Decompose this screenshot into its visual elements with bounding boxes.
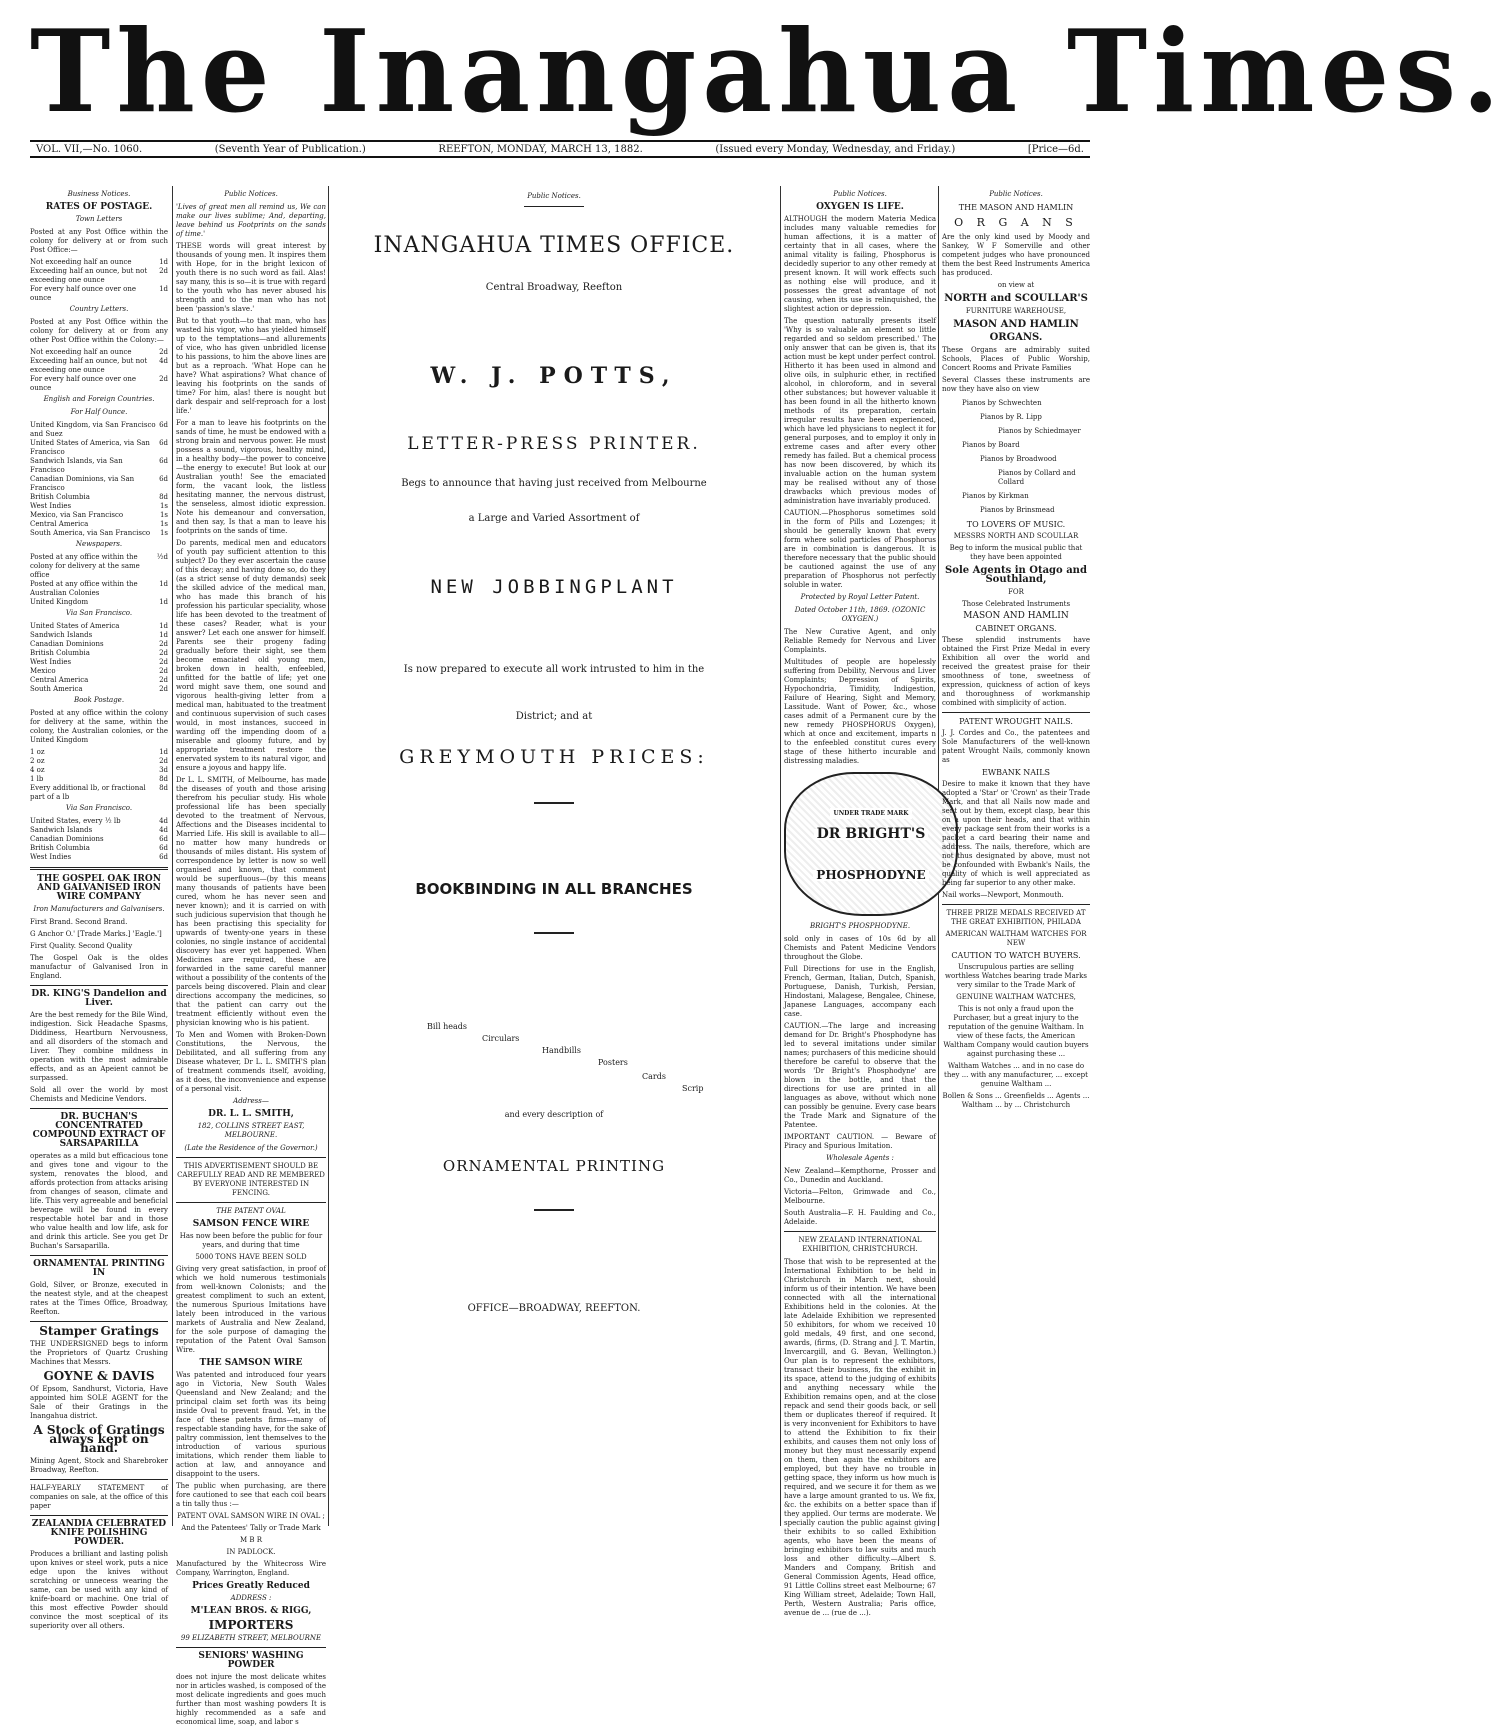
rate-label: Canadian Dominions, via San Francisco [30, 475, 135, 492]
rate-row [30, 817, 168, 826]
column-header: Public Notices. [527, 192, 581, 200]
issue-date: REEFTON, MONDAY, MARCH 13, 1882. [438, 143, 643, 155]
rate-row [30, 640, 168, 649]
paragraph: ALTHOUGH the modern Materia Medica includes many valuable remedies for human affections, it is a matter of certainty that in all cases, where the animal vitality is failing, Phosphorus is decidedly superior to any other remedy at present known. It will work effects such as nothing else will produce, and it possesses the great advantage of not causing, when its use is relinquished, the slightest action or depression. [784, 215, 936, 313]
rate-label: Posted at any office within the colony for delivery at the same office [30, 553, 140, 579]
rate-value: 8d [159, 775, 168, 783]
item-scrip: Scrip [682, 1084, 704, 1093]
printer-name: W. J. POTTS, [430, 363, 678, 389]
subheading: English and Foreign Countries. [43, 395, 155, 403]
rate-value: 1s [159, 520, 168, 528]
paragraph: Desire to make it known that they have adopted a 'Star' or 'Crown' as their Trade Mark, and that all Nails now made and sent out by them, except clasp, bear this on a upon their heads, and that within every package sent from their works is a packet a card bearing their name and address. The nails, therefore, which are not thus designated by above, must not be confounded with Ewbank's Nails, the quality of which is well appreciated as being far superior to any other make. [942, 780, 1090, 887]
rate-label: United Kingdom [30, 598, 89, 606]
paragraph: Beg to inform the musical public that they have been appointed [949, 544, 1083, 561]
piano-item: Pianos by R. Lipp [980, 413, 1042, 421]
piano-item: Pianos by Broadwood [980, 455, 1057, 463]
column-header: Business Notices. [67, 190, 131, 198]
rate-value: 2d [159, 676, 168, 684]
ornamental-printing: ORNAMENTAL PRINTING [442, 1157, 666, 1175]
rate-label: Sandwich Islands [30, 631, 93, 639]
rate-row [30, 520, 168, 529]
paragraph: Victoria—Felton, Grimwade and Co., Melbourne. [784, 1188, 936, 1205]
mason-title: THE MASON AND HAMLIN [958, 203, 1074, 212]
paragraph: J. J. Cordes and Co., the patentees and Sole Manufacturers of the well-known patent Wrought Nails, commonly known as [942, 729, 1090, 764]
rate-value: 1s [159, 529, 168, 537]
rate-label: West Indies [30, 658, 72, 666]
volume-number: VOL. VII,—No. 1060. [36, 143, 143, 155]
office-location: OFFICE—BROADWAY, REEFTON. [467, 1303, 641, 1314]
column-header: Public Notices. [989, 190, 1043, 198]
paragraph: 5000 TONS HAVE BEEN SOLD [195, 1253, 307, 1261]
subheading: Town Letters [75, 215, 123, 223]
column-header: Public Notices. [833, 190, 887, 198]
bright-title: BRIGHT'S PHOSPHODYNE. [809, 922, 911, 930]
furniture-warehouse: FURNITURE WAREHOUSE, [965, 307, 1067, 315]
sole-agents: Sole Agents in Otago and Southland, [945, 565, 1087, 585]
rate-value: 6d [159, 475, 168, 483]
rate-row [30, 357, 168, 375]
oxygen-title: OXYGEN IS LIFE. [816, 202, 904, 212]
gospel-oak-subtitle: Iron Manufacturers and Galvanisers. [33, 905, 165, 913]
rate-label: 1 lb [30, 775, 44, 783]
rates-table [30, 748, 168, 784]
rate-value: 2d [159, 640, 168, 648]
rate-value: 6d [159, 457, 168, 465]
rate-row [30, 502, 168, 511]
rate-value: 6d [159, 835, 168, 843]
address-label: ADDRESS : [230, 1594, 272, 1602]
dr-king-title: DR. KING'S Dandelion and Liver. [31, 989, 167, 1008]
rate-row [30, 511, 168, 520]
paragraph: Posted at any Post Office within the colony for delivery at or from any other Post Office within the Colony:— [30, 318, 168, 344]
rate-row [30, 853, 168, 862]
for-label: FOR [1008, 588, 1024, 596]
piano-item: Pianos by Kirkman [962, 492, 1029, 500]
rate-label: Not exceeding half an ounce [30, 258, 132, 266]
item-bill-heads: Bill heads [427, 1022, 467, 1031]
rate-row [30, 676, 168, 685]
rate-label: United States of America, via San Francisco [30, 439, 150, 456]
advert-notice: THIS ADVERTISEMENT SHOULD BE CAREFULLY READ AND RE MEMBERED BY EVERYONE INTERESTED IN FENCING. [177, 1162, 325, 1197]
rate-label: For every half ounce over one ounce [30, 285, 137, 302]
rates-table [30, 598, 168, 607]
rate-value: 1s [159, 502, 168, 510]
rate-label: British Columbia [30, 493, 90, 501]
rate-value: 4d [159, 817, 168, 825]
dr-buchan-title: DR. BUCHAN'S CONCENTRATED COMPOUND EXTRACT OF SARSAPARILLA [32, 1112, 166, 1149]
rate-value: 1d [159, 258, 168, 266]
paragraph: Dr L. L. SMITH, of Melbourne, has made the diseases of youth and those arising therefrom his peculiar study. His whole professional life has been specially devoted to the treatment of Nervous, Affections and the Diseases incidental to Married Life. His skill is available to all—no matter how many hundreds or thousands of miles distant. His system of correspondence by letter is now so well organised and known, that comment would be superfluous—(by this means many thousands of patients have been cured, whom he has never seen and never known); and it is carried on with such judicious supervision that though he has been practising this speciality for upwards of twenty-one years in these colonies, no single instance of accidental discovery has ever yet happened. When Medicines are required, these are forwarded in the same careful manner without a possibility of the contents of the parcels being discovered. Plain and clear directions accompany the medicines, so that the patient can carry out the treatment efficiently without even the physician knowing who is his patient. [176, 776, 326, 1027]
rate-value: 2d [159, 375, 168, 383]
rates-table [30, 622, 168, 694]
subheading: Via San Francisco. [65, 609, 133, 617]
north-scoullar: NORTH and SCOULLAR'S [944, 293, 1088, 304]
rate-row [30, 285, 168, 303]
rate-value: 6d [159, 439, 168, 447]
view-text: on view at [997, 281, 1035, 289]
goyne-davis: GOYNE & DAVIS [43, 1369, 155, 1383]
piano-item: Pianos by Schiedmayer [998, 427, 1081, 435]
paragraph: These Organs are admirably suited Schools, Places of Public Worship, Concert Rooms and Private Families [942, 346, 1090, 372]
paragraph: IN PADLOCK. [226, 1548, 276, 1556]
rate-label: United Kingdom, via San Francisco and Suez [30, 421, 156, 438]
rate-value: 4d [159, 826, 168, 834]
poem: 'Lives of great men all remind us, We can make our lives sublime; And, departing, leave behind us Footprints on the sands of time.' [176, 203, 326, 238]
rate-value: 2d [159, 658, 168, 666]
lovers-title: TO LOVERS OF MUSIC. [966, 520, 1066, 529]
gospel-oak-title: THE GOSPEL OAK IRON AND GALVANISED IRON WIRE COMPANY [37, 874, 161, 902]
rates-table [30, 421, 168, 538]
rate-row [30, 598, 168, 607]
rate-row [30, 835, 168, 844]
dateline [30, 140, 1090, 158]
seniors-title: SENIORS' WASHING POWDER [198, 1651, 304, 1670]
rate-label: British Columbia [30, 844, 90, 852]
subheading: Newspapers. [75, 540, 123, 548]
rate-row [30, 529, 168, 538]
rate-label: British Columbia [30, 649, 90, 657]
paragraph: operates as a mild but efficacious tone and gives tone and vigour to the system, renovates the blood, and affords protection from attacks arising from changes of season, climate and life. This very agreeable and beneficial beverage will be found in every respectable hotel bar and in those who value health and low life, ask for and drink this article. See you get Dr Buchan's Sarsaparilla. [30, 1152, 168, 1250]
dr-smith-address: 182, COLLINS STREET EAST, MELBOURNE. [197, 1122, 305, 1139]
paragraph: Do parents, medical men and educators of youth pay sufficient attention to this subject? Do they ever ascertain the cause of this decay; and having done so, do they (as a strict sense of duty demands) seek the skilled advice of the medical man, who has made this branch of his profession his particular speciality, whose life has been devoted to the treatment of these cases? Reader, what is your answer? Let each one answer for himself. Parents see their progeny fading gradually before their sight, see them become emaciated old young men, broken down in health, enfeebled, unfitted for the battle of life; yet one word might save them, one sound and vigorous health-giving letter from a medical man, habituated to the treatment and continuous supervision of such cases would, in most instances, succeed in warding off the impending doom of a miserable and gloomy future, and by appropriate treatment restore the enervated system to its natural vigor, and ensure a joyous and happy life. [176, 539, 326, 772]
paragraph: Unscrupulous parties are selling worthless Watches bearing trade Marks very similar to the Trade Mark of [945, 963, 1087, 989]
nz-exhibition-title: NEW ZEALAND INTERNATIONAL EXHIBITION, CHRISTCHURCH. [798, 1236, 922, 1253]
piano-item: Pianos by Schwechten [962, 399, 1042, 407]
price: [Price—6d. [1027, 143, 1084, 155]
rate-row [30, 348, 168, 357]
waltham-title: AMERICAN WALTHAM WATCHES FOR NEW [945, 930, 1087, 947]
mlean-bros: M'LEAN BROS. & RIGG, [190, 1606, 312, 1616]
rate-label: United States, every ½ lb [30, 817, 121, 825]
piano-item: Pianos by Brinsmead [980, 506, 1055, 514]
rate-row [30, 475, 168, 493]
item-posters: Posters [598, 1058, 628, 1067]
rate-label: Central America [30, 520, 89, 528]
masthead-title: The Inangahua Times. [30, 5, 1506, 139]
paragraph: Has now been before the public for four years, and during that time [179, 1232, 323, 1249]
patent-note: Protected by Royal Letter Patent. [800, 593, 920, 601]
bookbinding-heading: BOOKBINDING IN ALL BRANCHES [415, 880, 693, 898]
rate-value: 2d [159, 667, 168, 675]
rates-table [30, 258, 168, 303]
rate-row [30, 580, 168, 598]
rate-value: 3d [159, 766, 168, 774]
paragraph: Was patented and introduced four years ago in Victoria, New South Wales Queensland and New Zealand; and the principal claim set forth was its being inside Oval to prevent fraud. Yet, in the face of these patents firms—many of respectable standing have, for the sake of paltry commission, lent themselves to the introduction of various spurious imitations, which render them liable to action at law, and annoyance and disappoint to the users. [176, 1371, 326, 1478]
rate-row [30, 667, 168, 676]
printing-items [332, 1022, 776, 1102]
mason-hamlin: MASON AND HAMLIN [953, 319, 1079, 330]
subheading: Book Postage. [73, 696, 125, 704]
emblem-top-text: UNDER TRADE MARK [830, 808, 911, 819]
piano-item: Pianos by Board [962, 441, 1020, 449]
wholesale-title: Wholesale Agents : [826, 1154, 894, 1162]
paragraph: Posted at any Post Office within the colony for delivery at or from such Post Office:— [30, 228, 168, 254]
office-title: INANGAHUA TIMES OFFICE. [373, 233, 735, 258]
rate-row [30, 439, 168, 457]
emblem-main-text: DR BRIGHT'S [814, 829, 929, 840]
piano-item: Pianos by Collard and Collard [998, 469, 1076, 486]
dr-smith-name: DR. L. L. SMITH, [208, 1109, 294, 1119]
rate-value: 2d [159, 348, 168, 356]
assortment-text: a Large and Varied Assortment of [468, 513, 640, 524]
paragraph: First Brand. Second Brand. [30, 918, 128, 926]
paragraph: Full Directions for use in the English, French, German, Italian, Dutch, Spanish, Portuguese, Danish, Turkish, Persian, Hindostani, Malagese, Bengalee, Chinese, Japanese Languages, accompany each case. [784, 965, 936, 1018]
rate-row [30, 766, 168, 775]
cabinet-organs: CABINET ORGANS. [975, 624, 1057, 633]
rates-table [30, 784, 168, 802]
paragraph: IMPORTANT CAUTION. — Beware of Piracy and Spurious Imitation. [784, 1133, 936, 1150]
paragraph: THESE words will great interest by thousands of young men. It inspires them with Hope, for in the bright lexicon of youth there is no such word as fail. Alas! say many, this is so—it is true with regard to the youth who has never abused his strength and to the man who has not been 'passion's slave.' [176, 242, 326, 313]
rate-row [30, 826, 168, 835]
greymouth-prices: GREYMOUTH PRICES: [399, 746, 709, 768]
organs-label: ORGANS. [989, 332, 1043, 343]
rate-label: 4 oz [30, 766, 45, 774]
divider [534, 932, 574, 934]
address-label: Address— [233, 1097, 269, 1105]
paragraph: Waltham Watches ... and in no case do they ... with any manufacturer, ... except genuine Waltham ... [944, 1062, 1088, 1088]
paragraph: The question naturally presents itself 'Why is so valuable an element so little regarded and so seldom prescribed.' The only answer that can be given is, that its action must be kept under perfect control. Hitherto it has been used in almond and olive oils, in sulphuric ether, in rectified alcohol, in chloroform, and in several other substances; but however valuable it has been found in all the hitherto known methods of its preparation, certain irregular results have been experienced, which have led physicians to neglect it for general purposes, and to employ it only in extreme cases and after every other remedy has failed. But a chemical process has now been discovered, by which its invaluable action on the human system may be realised without any of those drawbacks which previous modes of administration have invariably produced. [784, 317, 936, 505]
paragraph: South Australia—F. H. Faulding and Co., Adelaide. [784, 1209, 936, 1226]
rates-table [30, 553, 168, 598]
rate-row [30, 685, 168, 694]
rate-row [30, 844, 168, 853]
execute-text: Is now prepared to execute all work intrusted to him in the [403, 664, 705, 675]
rate-label: Mexico, via San Francisco [30, 511, 124, 519]
paragraph: Nail works—Newport, Monmouth. [942, 891, 1064, 899]
rate-row [30, 375, 168, 393]
rate-value: 6d [159, 844, 168, 852]
ornamental-printing-title: ORNAMENTAL PRINTING IN [33, 1259, 165, 1278]
rate-row [30, 775, 168, 784]
divider [534, 1209, 574, 1211]
announce-text: Begs to announce that having just received from Melbourne [401, 478, 707, 489]
column-business-notices [30, 188, 168, 1630]
rate-value: 2d [159, 267, 168, 275]
subheading: Via San Francisco. [65, 804, 133, 812]
paragraph: G Anchor O.' [Trade Marks.] 'Eagle.'] [30, 930, 162, 938]
paragraph: does not injure the most delicate whites nor in articles washed, is composed of the most delicate ingredients and goes much further than most washing powders It is highly recommended as a safe and economical lime, soap, and labor s [176, 1673, 326, 1726]
rate-label: Not exceeding half an ounce [30, 348, 132, 356]
printer-trade: LETTER-PRESS PRINTER. [407, 434, 701, 454]
caution-title: CAUTION TO WATCH BUYERS. [951, 951, 1081, 960]
divider [534, 802, 574, 804]
paragraph: Mining Agent, Stock and Sharebroker Broadway, Reefton. [30, 1457, 168, 1474]
prices-reduced: Prices Greatly Reduced [192, 1581, 310, 1591]
rate-row [30, 553, 168, 580]
column-public-notices-4 [784, 188, 936, 1617]
rate-row [30, 267, 168, 285]
paragraph: Gold, Silver, or Bronze, executed in the neatest style, and at the cheapest rates at the Times Office, Broadway, Reefton. [30, 1281, 168, 1316]
paragraph: Sold all over the world by most Chemists and Medicine Vendors. [30, 1086, 168, 1103]
paragraph: Bollen & Sons ... Greenfields ... Agents ... Waltham ... by ... Christchurch [942, 1092, 1090, 1109]
paragraph: For a man to leave his footprints on the sands of time, he must be endowed with a strong brain and nervous power. He must possess a sound, vigorous, healthy mind, in a healthy body—the power to conceive—the energy to execute! But look at our Australian youth! See the emaciated form, the vacant look, the listless hesitating manner, the nervous distrust, the senseless, almost idiotic expression. Note his demeanour and conversation, and then say, Is that a man to leave his footprints on the sands of time. [176, 419, 326, 535]
rate-row [30, 631, 168, 640]
zealandia-title: ZEALANDIA CELEBRATED KNIFE POLISHING POWDER. [31, 1519, 167, 1547]
rate-label: United States of America [30, 622, 120, 630]
rate-value: ½d [156, 553, 168, 561]
rate-value: 8d [159, 493, 168, 501]
rate-label: 2 oz [30, 757, 45, 765]
rate-value: 4d [159, 357, 168, 365]
phosphodyne-emblem [784, 772, 958, 916]
paragraph: New Zealand—Kempthorne, Prosser and Co., Dunedin and Auckland. [784, 1167, 936, 1184]
office-address: Central Broadway, Reefton [485, 282, 623, 293]
paragraph: Posted at any office within the colony for delivery at the same, within the colony, the Australian colonies, or the United Kingdom [30, 709, 168, 744]
rate-label: Posted at any office within the Australian Colonies [30, 580, 138, 597]
rate-label: 1 oz [30, 748, 45, 756]
issue-schedule: (Issued every Monday, Wednesday, and Friday.) [715, 143, 956, 155]
rate-value: 6d [159, 421, 168, 429]
rate-row [30, 622, 168, 631]
paragraph: First Quality. Second Quality [30, 942, 133, 950]
rate-value: 1d [159, 598, 168, 606]
every-description: and every description of [504, 1110, 604, 1119]
rate-label: Canadian Dominions [30, 640, 104, 648]
patent-nails-title: PATENT WROUGHT NAILS. [959, 717, 1073, 726]
rates-title: RATES OF POSTAGE. [45, 202, 153, 212]
paragraph: Those that wish to be represented at the International Exhibition to be held in Christchurch in March next, should inform us of their intention. We have been connected with all the international Exhibitions held in the colonies. At the late Adelaide Exhibition we represented 50 exhibitors, for whom we received 10 gold medals, 49 first, and one second, awards, (firms, (D. Strang and J. T. Martin, Invercargill, and G. Bevan, Wellington.) Our plan is to represent the exhibitors, transact their business, fix the exhibit in its space, attend to the judging of exhibits and anything necessary while the Exhibition remains open, and at the close repack and send their goods back, or sell them or duplicates thereof if required. It is very inconvenient for Exhibitors to have to attend the Exhibition to fix their exhibits, and causes them not only loss of money but they must necessarily expend on them, then again the exhibitors are employed, but they have no trouble in getting space, they inform us how much is required, and we secure it for them as we have a large amount granted to us. We fix, &c. the exhibits on a better space than if they applied. Our terms are moderate. We specially caution the public against giving their exhibits to so called Exhibition agents, who have been the means of bringing exhibitors to law suits and much loss and other difficulty.—Albert S. Manders and Company, British and General Commission Agents, Head office, 91 Little Collins street east Melbourne; 67 King William street, Adelaide; Town Hall, Perth, Western Australia; Paris office, avenue de ... (rue de ...). [784, 1258, 936, 1617]
lovers-subtitle: MESSRS NORTH AND SCOULLAR [953, 532, 1079, 540]
paragraph: HALF-YEARLY STATEMENT of companies on sale, at the office of this paper [30, 1484, 168, 1510]
rate-row [30, 421, 168, 439]
rate-label: Exceeding half an ounce, but not exceeding one ounce [30, 357, 148, 374]
item-cards: Cards [642, 1072, 666, 1081]
rate-label: For every half ounce over one ounce [30, 375, 137, 392]
mason-hamlin-2: MASON AND HAMLIN [963, 611, 1069, 621]
paragraph: CAUTION.—The large and increasing demand for Dr. Bright's Phosphodyne has led to several imitations under similar names; purchasers of this medicine should therefore be careful to observe that the words 'Dr Bright's Phosphodyne' are blown in the bottle, and that the directions for use are printed in all languages as above, without which none can possibly be genuine. Every case bears the Trade Mark and Signature of the Patentee. [784, 1022, 936, 1129]
rate-label: Canadian Dominions [30, 835, 104, 843]
celebrated-label: Those Celebrated Instruments [961, 600, 1071, 608]
rate-value: 2d [159, 757, 168, 765]
stamper-gratings-title: Stamper Gratings [39, 1324, 159, 1338]
paragraph: And the Patentees' Tally or Trade Mark [181, 1524, 321, 1532]
rate-value: 1d [159, 631, 168, 639]
paragraph: These splendid instruments have obtained the First Prize Medal in every Exhibition all over the world and received the greatest praise for their smoothness of tone, sweetness of expression, quickness of action of keys and thoroughness of workmanship combined with simplicity of action. [942, 636, 1090, 707]
rate-label: West Indies [30, 502, 72, 510]
column-public-notices-2 [176, 188, 326, 1726]
rate-label: Mexico [30, 667, 56, 675]
paragraph: CAUTION.—Phosphorus sometimes sold in the form of Pills and Lozenges; it should be generally known that every form where solid particles of Phosphorus are in combination is dangerous. It is therefore necessary that the public should be cautioned against the use of any preparation of Phosphorus not perfectly soluble in water. [784, 509, 936, 589]
paragraph: The public when purchasing, are there fore cautioned to see that each coil bears a tin tally thus :— [176, 1482, 326, 1508]
rate-label: Sandwich Islands [30, 826, 93, 834]
paragraph: Multitudes of people are hopelessly suffering from Debility, Nervous and Liver Complaints; Depression of Spirits, Hypochondria, Timidity, Indigestion, Failure of Hearing, Sight and Memory, Lassitude. Want of Power, &c., whose cases admit of a Permanent cure by the new remedy PHOSPHORUS Oxygen), which at once and excitement, imparts n to the enfeebled constitut cures every stage of these hitherto incurable and distressing maladies. [784, 658, 936, 765]
rate-value: 1d [159, 748, 168, 756]
mlean-address: 99 ELIZABETH STREET, MELBOURNE [180, 1634, 322, 1642]
rate-label: Exceeding half an ounce, but not exceeding one ounce [30, 267, 148, 284]
subheading: Country Letters. [69, 305, 129, 313]
paragraph: M B R [239, 1536, 263, 1544]
rate-label: West Indies [30, 853, 72, 861]
paragraph: Several Classes these instruments are now they have also on view [942, 376, 1090, 393]
paragraph: Manufactured by the Whitecross Wire Company, Warrington, England. [176, 1560, 326, 1577]
rate-row [30, 658, 168, 667]
item-circulars: Circulars [482, 1034, 520, 1043]
dr-smith-note: (Late the Residence of the Governor.) [184, 1144, 318, 1152]
district-text: District; and at [515, 711, 593, 722]
prize-title: THREE PRIZE MEDALS RECEIVED AT THE GREAT EXHIBITION, PHILADA [946, 909, 1086, 926]
rate-value: 1d [159, 622, 168, 630]
paragraph: PATENT OVAL SAMSON WIRE IN OVAL ; [177, 1512, 325, 1520]
genuine-waltham: GENUINE WALTHAM WATCHES, [956, 993, 1076, 1001]
rate-value: 2d [159, 649, 168, 657]
jobbing-plant: NEW JOBBINGPLANT [430, 576, 678, 598]
rate-label: South America, via San Francisco [30, 529, 151, 537]
ewbank-nails: EWBANK NAILS [982, 768, 1050, 777]
samson-pre: THE PATENT OVAL [216, 1207, 286, 1215]
samson-title: SAMSON FENCE WIRE [192, 1219, 310, 1229]
rate-value: 8d [159, 784, 168, 792]
rate-value: 1s [159, 511, 168, 519]
rate-row [30, 784, 168, 802]
emblem-sub-text: PHOSPHODYNE [813, 870, 928, 881]
paragraph: Produces a brilliant and lasting polish upon knives or steel work, puts a nice edge upon the knives without scratching or unnecess wearing the same, can be used with any kind of knife-board or machine. One trial of this most effective Powder should convince the most sceptical of its superiority over all others. [30, 1550, 168, 1630]
publication-year: (Seventh Year of Publication.) [214, 143, 366, 155]
rate-row [30, 457, 168, 475]
rate-label: South America [30, 685, 83, 693]
paragraph: Of Epsom, Sandhurst, Victoria, Have appointed him SOLE AGENT for the Sale of their Gratings in the Inangahua district. [30, 1385, 168, 1420]
rate-row [30, 493, 168, 502]
importers: IMPORTERS [208, 1618, 294, 1632]
rate-row [30, 258, 168, 267]
paragraph: The New Curative Agent, and only Reliable Remedy for Nervous and Liver Complaints. [784, 628, 936, 654]
rate-row [30, 649, 168, 658]
column-header: Public Notices. [224, 190, 278, 198]
rates-table [30, 348, 168, 393]
samson-wire-title: THE SAMSON WIRE [199, 1358, 303, 1368]
column-public-notices-5 [942, 188, 1090, 1528]
paragraph: Giving very great satisfaction, in proof of which we hold numerous testimonials from well-known Colonists; and the greatest compliment to such an extent, the numerous Spurious Imitations have lately been introduced in the various markets of Australia and New Zealand, for the sole purpose of damaging the reputation of the Patent Oval Samson Wire. [176, 1265, 326, 1354]
pianos-list [942, 399, 1090, 515]
item-handbills: Handbills [542, 1046, 581, 1055]
rate-value: 1d [159, 285, 168, 293]
rate-label: Every additional lb, or fractional part of a lb [30, 784, 146, 801]
paragraph: To Men and Women with Broken-Down Constitutions, the Nervous, the Debilitated, and all suffering from any Disease whatever, Dr L. L. SMITH'S plan of treatment commends itself, avoiding, as it does, the inconvenience and expense of a personal visit. [176, 1031, 326, 1093]
rate-value: 1d [159, 580, 168, 588]
rates-table [30, 817, 168, 862]
rate-value: 6d [159, 853, 168, 861]
paragraph: Are the best remedy for the Bile Wind, indigestion. Sick Headache Spasms, Diddiness, Heartburn Nervousness, and all disorders of the stomach and Liver. They combine mildness in operation with the most admirable effects, and as an Apeient cannot be surpassed. [30, 1011, 168, 1082]
paragraph: sold only in cases of 10s 6d by all Chemists and Patent Medicine Vendors throughout the Globe. [784, 935, 936, 961]
paragraph: The Gospel Oak is the oldes manufactur of Galvanised Iron in England. [30, 954, 168, 980]
center-advertisement [332, 188, 776, 1528]
rate-label: Sandwich Islands, via San Francisco [30, 457, 123, 474]
organs-title: O R G A N S [954, 216, 1078, 229]
paragraph: This is not only a fraud upon the Purchaser, but a great injury to the reputation of the genuine Waltham. In view of these facts, the American Waltham Company would caution buyers against purchasing these ... [943, 1005, 1089, 1058]
paragraph: Are the only kind used by Moody and Sankey, W F Somerville and other competent judges who have pronounced them the best Reed Instruments America has produced. [942, 233, 1090, 277]
paragraph: THE UNDERSIGNED begs to inform the Proprietors of Quartz Crushing Machines that Messrs. [30, 1340, 168, 1366]
paragraph: But to that youth—to that man, who has wasted his vigor, who has yielded himself up to the temptations—and allurements of vice, who has given unbridled license to his passions, to him the above lines are but as a reproach. 'What Hope can he have? What aspirations? What chance of leaving his footprints on the sands of time? For him, alas! there is nought but dark despair and self-reproach for a lost life.' [176, 317, 326, 415]
rate-label: Central America [30, 676, 89, 684]
dated-note: Dated October 11th, 1869. (OZONIC OXYGEN.) [794, 606, 926, 623]
stock-heading: A Stock of Gratings always kept on hand. [33, 1423, 165, 1455]
subheading: For Half Ounce. [70, 408, 128, 416]
rate-row [30, 748, 168, 757]
rate-row [30, 757, 168, 766]
rate-value: 2d [159, 685, 168, 693]
